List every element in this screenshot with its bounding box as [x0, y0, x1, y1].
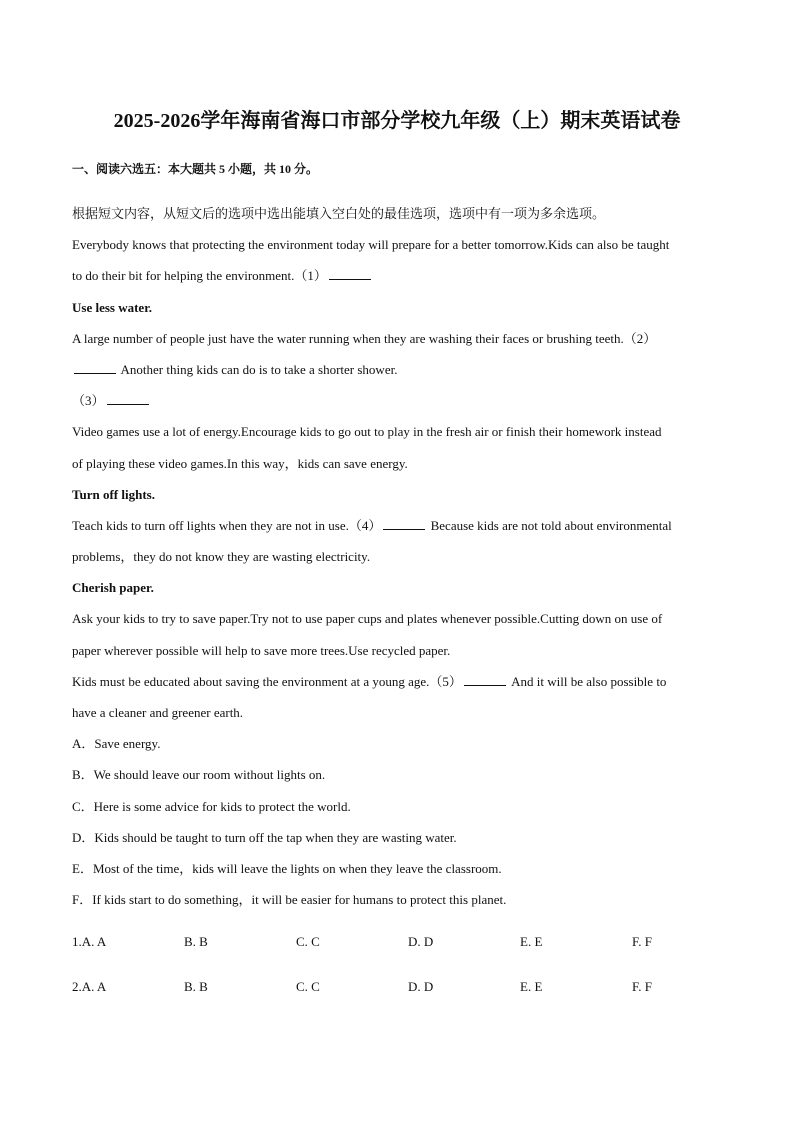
page-title: 2025-2026学年海南省海口市部分学校九年级（上）期末英语试卷	[113, 110, 681, 132]
answer-blank-4[interactable]	[383, 515, 425, 530]
choice-a[interactable]: A. A	[81, 934, 107, 949]
paragraph-line	[72, 666, 722, 697]
answer-blank-3[interactable]	[107, 390, 149, 405]
paragraph-text: Kids must be educated about saving the environment at a young age.（5）	[72, 673, 462, 689]
paragraph-line: Everybody knows that protecting the environment today will prepare for a better tomorrow.Kids can also be taught	[72, 237, 670, 253]
answer-blank-5[interactable]	[464, 671, 506, 686]
option-b: B．We should leave our room without lights on.	[72, 767, 326, 783]
paragraph-text: （3）	[72, 393, 105, 409]
option-c: C．Here is some advice for kids to protect the world.	[72, 798, 351, 814]
choice-a[interactable]: A. A	[81, 979, 107, 994]
paragraph-line	[72, 260, 722, 291]
choice-c[interactable]: C. C	[296, 934, 320, 949]
paragraph-line: of playing these video games.In this way，kids can save energy.	[72, 455, 408, 471]
answer-blank-2[interactable]	[74, 359, 116, 374]
paragraph-text: Because kids are not told about environmental	[427, 517, 672, 533]
paragraph-text: And it will be also possible to	[507, 673, 667, 689]
paragraph-text: Another thing kids can do is to take a shorter shower.	[118, 361, 398, 377]
question-number: 1.A. A	[72, 934, 107, 949]
choice-f[interactable]: F. F	[632, 979, 652, 994]
choice-e[interactable]: E. E	[520, 934, 543, 949]
option-d: D．Kids should be taught to turn off the tap when they are wasting water.	[72, 829, 457, 845]
paragraph-text: Teach kids to turn off lights when they are not in use.（4）	[72, 517, 382, 533]
instruction-text: 根据短文内容，从短文后的选项中选出能填入空白处的最佳选项，选项中有一项为多余选项。	[72, 206, 606, 221]
choice-e[interactable]: E. E	[520, 979, 543, 994]
question-row-1	[72, 934, 722, 954]
answer-blank-1[interactable]	[329, 265, 371, 280]
choice-d[interactable]: D. D	[408, 979, 434, 994]
reading-passage	[72, 198, 722, 915]
paragraph-line: problems，they do not know they are wasting electricity.	[72, 549, 371, 565]
paragraph-line: A large number of people just have the water running when they are washing their faces or brushing teeth.（2）	[72, 330, 657, 346]
paragraph-line: have a cleaner and greener earth.	[72, 705, 244, 720]
choice-b[interactable]: B. B	[184, 934, 208, 949]
option-f: F．If kids start to do something，it will be easier for humans to protect this planet.	[72, 892, 507, 908]
question-row-2	[72, 979, 722, 999]
paragraph-line: paper wherever possible will help to save more trees.Use recycled paper.	[72, 642, 451, 658]
choice-c[interactable]: C. C	[296, 979, 320, 994]
choice-d[interactable]: D. D	[408, 934, 434, 949]
paragraph-line: Ask your kids to try to save paper.Try not to use paper cups and plates whenever possible.Cutting down on use of	[72, 611, 663, 627]
choice-b[interactable]: B. B	[184, 979, 208, 994]
option-e: E．Most of the time，kids will leave the lights on when they leave the classroom.	[72, 860, 502, 876]
subheading-use-less-water: Use less water.	[72, 299, 153, 315]
paragraph-text: to do their bit for helping the environment.（1）	[72, 268, 327, 284]
subheading-cherish-paper: Cherish paper.	[72, 580, 154, 596]
subheading-turn-off-lights: Turn off lights.	[72, 486, 155, 502]
question-number: 2.A. A	[72, 979, 107, 994]
paragraph-line	[72, 385, 722, 416]
paragraph-line: Video games use a lot of energy.Encourage kids to go out to play in the fresh air or finish their homework instead	[72, 424, 662, 440]
section-heading: 一、阅读六选五：本大题共 5 小题，共 10 分。	[72, 162, 319, 176]
option-a: A．Save energy.	[72, 736, 161, 752]
paragraph-line	[72, 354, 722, 385]
paragraph-line	[72, 510, 722, 541]
choice-f[interactable]: F. F	[632, 934, 652, 949]
